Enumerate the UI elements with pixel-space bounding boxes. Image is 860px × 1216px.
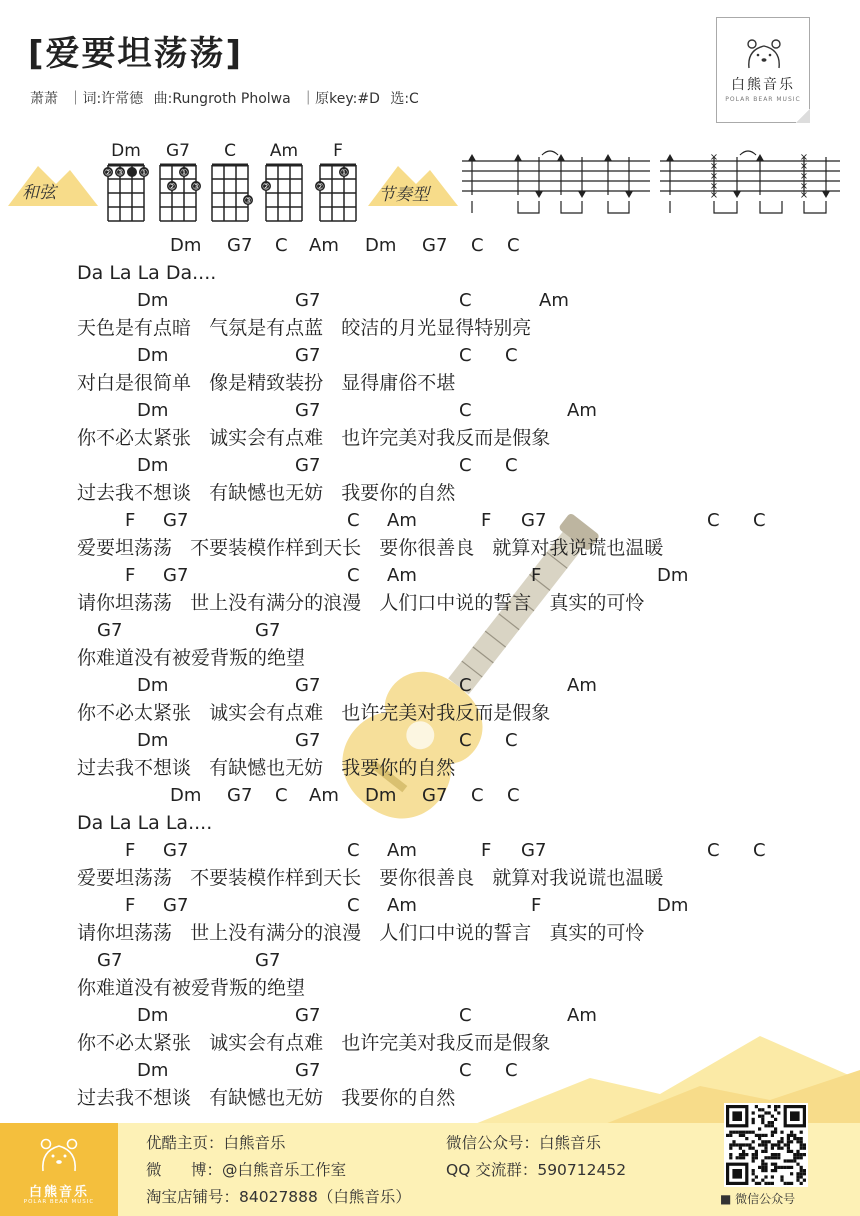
chord-symbol: Am xyxy=(567,1005,597,1026)
chord-line xyxy=(77,562,817,590)
chord-line xyxy=(77,782,817,810)
chord-name: C xyxy=(224,141,236,161)
svg-text:×: × xyxy=(709,171,719,182)
polar-bear-icon xyxy=(39,1137,79,1173)
chord-line xyxy=(77,617,817,645)
chord-symbol: F xyxy=(125,510,136,531)
chord-symbol: Dm xyxy=(170,785,202,806)
lyric-line: 你难道没有被爱背叛的绝望 xyxy=(77,646,306,669)
chord-symbol: G7 xyxy=(163,895,189,916)
chord-symbol: Am xyxy=(567,400,597,421)
chord-symbol: C xyxy=(505,455,518,476)
footer-brand xyxy=(0,1123,118,1216)
chord-symbol: G7 xyxy=(163,565,189,586)
chord-symbol: C xyxy=(505,345,518,366)
lyric-line: 请你坦荡荡 世上没有满分的浪漫 人们口中说的誓言 真实的可怜 xyxy=(77,921,645,944)
lyric-line: 你难道没有被爱背叛的绝望 xyxy=(77,976,306,999)
svg-text:②: ② xyxy=(167,182,177,193)
chord-symbol: Am xyxy=(387,840,417,861)
qr-caption: ■ 微信公众号 xyxy=(720,1192,796,1206)
chord-symbol: Dm xyxy=(137,730,169,751)
chord-symbol: C xyxy=(459,675,472,696)
chord-symbol: F xyxy=(125,840,136,861)
chord-symbol: G7 xyxy=(295,730,321,751)
svg-text:×: × xyxy=(709,152,719,163)
brand-logo xyxy=(716,17,810,123)
chord-symbol: Dm xyxy=(365,235,397,256)
chord-symbol: C xyxy=(471,235,484,256)
song-title: [爱要坦荡荡] xyxy=(28,34,244,74)
chord-symbol: C xyxy=(507,785,520,806)
svg-text:③: ③ xyxy=(243,196,253,207)
chord-symbol: G7 xyxy=(295,675,321,696)
lyric-sheet xyxy=(77,232,817,1112)
chord-line xyxy=(77,1002,817,1030)
chord-line xyxy=(77,342,817,370)
chord-symbol: Am xyxy=(539,290,569,311)
lyric-line: 过去我不想谈 有缺憾也无妨 我要你的自然 xyxy=(77,481,456,504)
chord-symbol: F xyxy=(481,510,492,531)
lyric-line: 你不必太紧张 诚实会有点难 也许完美对我反而是假象 xyxy=(77,701,551,724)
brand-name: 白熊音乐 xyxy=(731,77,795,93)
chord-symbol: F xyxy=(125,895,136,916)
chord-symbol: G7 xyxy=(163,510,189,531)
svg-text:×: × xyxy=(799,161,809,172)
chord-symbol: G7 xyxy=(295,400,321,421)
svg-text:②: ② xyxy=(103,168,113,179)
chord-symbol: C xyxy=(347,510,360,531)
chord-symbol: F xyxy=(481,840,492,861)
polar-bear-icon xyxy=(745,38,783,70)
chord-symbol: C xyxy=(471,785,484,806)
chord-symbol: C xyxy=(459,730,472,751)
qr-code-icon xyxy=(726,1105,806,1185)
lyric-line: 爱要坦荡荡 不要装模作样到天长 要你很善良 就算对我说谎也温暖 xyxy=(77,536,664,559)
song-meta xyxy=(30,88,425,108)
lyric-line: 请你坦荡荡 世上没有满分的浪漫 人们口中说的誓言 真实的可怜 xyxy=(77,591,645,614)
composer: 曲:Rungroth Pholwa xyxy=(153,91,291,107)
chord-symbol: Am xyxy=(387,565,417,586)
footer-brand-name: 白熊音乐 xyxy=(28,1185,89,1200)
chord-diagram-f xyxy=(315,141,358,227)
chord-line xyxy=(77,672,817,700)
svg-text:×: × xyxy=(799,152,809,163)
chord-grid xyxy=(210,163,253,223)
chord-symbol: G7 xyxy=(521,510,547,531)
lyric-line: 你不必太紧张 诚实会有点难 也许完美对我反而是假象 xyxy=(77,1031,551,1054)
svg-text:①: ① xyxy=(339,168,349,179)
chord-diagram-c xyxy=(210,141,253,227)
chord-symbol: C xyxy=(459,290,472,311)
qq-group: QQ 交流群：590712452 xyxy=(446,1161,627,1179)
chord-symbol: Dm xyxy=(137,1060,169,1081)
weibo-account: 微 博：@白熊音乐工作室 xyxy=(146,1161,347,1179)
svg-text:②: ② xyxy=(315,182,325,193)
singer: 萧萧 xyxy=(30,91,58,107)
chord-symbol: G7 xyxy=(422,785,448,806)
chord-symbol: G7 xyxy=(295,455,321,476)
chord-symbol: Dm xyxy=(137,675,169,696)
chord-symbol: G7 xyxy=(163,840,189,861)
chord-symbol: F xyxy=(125,565,136,586)
chord-symbol: F xyxy=(531,895,542,916)
chord-symbol: G7 xyxy=(521,840,547,861)
chord-name: Dm xyxy=(111,141,141,161)
wechat-qr-code[interactable] xyxy=(724,1103,808,1187)
chord-symbol: C xyxy=(459,1005,472,1026)
chord-symbol: Dm xyxy=(137,290,169,311)
svg-text:②: ② xyxy=(261,182,271,193)
lyric-line: 爱要坦荡荡 不要装模作样到天长 要你很善良 就算对我说谎也温暖 xyxy=(77,866,664,889)
chord-name: G7 xyxy=(166,141,190,161)
taobao-shop: 淘宝店铺号：84027888（白熊音乐） xyxy=(146,1188,411,1206)
chord-symbol: C xyxy=(275,785,288,806)
chord-diagram-dm xyxy=(103,141,149,227)
chord-line xyxy=(77,452,817,480)
chord-symbol: G7 xyxy=(97,620,123,641)
svg-text:×: × xyxy=(709,161,719,172)
strum-pattern-2 xyxy=(660,151,840,221)
lyric-line: 对白是很简单 像是精致装扮 显得庸俗不堪 xyxy=(77,371,456,394)
chord-symbol: C xyxy=(459,455,472,476)
chord-symbol: C xyxy=(459,345,472,366)
strum-pattern-1 xyxy=(462,151,650,221)
svg-text:③: ③ xyxy=(115,168,125,179)
chord-line xyxy=(77,727,817,755)
chord-symbol: Dm xyxy=(137,1005,169,1026)
lyric-line: 过去我不想谈 有缺憾也无妨 我要你的自然 xyxy=(77,756,456,779)
chord-symbol: G7 xyxy=(227,785,253,806)
chord-symbol: Am xyxy=(387,895,417,916)
chord-symbol: G7 xyxy=(255,620,281,641)
chord-symbol: G7 xyxy=(227,235,253,256)
chord-symbol: C xyxy=(505,730,518,751)
svg-text:×: × xyxy=(799,190,809,201)
chord-name: F xyxy=(333,141,343,161)
chord-grid xyxy=(261,163,304,223)
chord-symbol: C xyxy=(347,895,360,916)
chord-symbol: C xyxy=(707,510,720,531)
chord-symbol: G7 xyxy=(97,950,123,971)
chord-symbol: Am xyxy=(387,510,417,531)
svg-text:①: ① xyxy=(179,168,189,179)
chord-symbol: Dm xyxy=(137,455,169,476)
page-fold xyxy=(796,109,810,123)
chord-name: Am xyxy=(269,141,299,161)
original-key: ｜原key:#D xyxy=(301,91,380,107)
chord-symbol: C xyxy=(347,565,360,586)
chord-line xyxy=(77,397,817,425)
rhythm-section-label: 节奏型 xyxy=(378,185,429,205)
chord-symbol: C xyxy=(275,235,288,256)
chord-line xyxy=(77,232,817,260)
finger-dot xyxy=(127,167,137,177)
brand-subtitle: POLAR BEAR MUSIC xyxy=(725,96,801,103)
chord-symbol: G7 xyxy=(255,950,281,971)
wechat-account: 微信公众号：白熊音乐 xyxy=(446,1134,602,1152)
lyricist: ｜词:许常德 xyxy=(68,91,144,107)
chord-symbol: C xyxy=(753,510,766,531)
chord-symbol: C xyxy=(459,400,472,421)
lyric-line: 你不必太紧张 诚实会有点难 也许完美对我反而是假象 xyxy=(77,426,551,449)
chord-symbol: C xyxy=(459,1060,472,1081)
chord-grid xyxy=(103,163,149,223)
youku-homepage: 优酷主页：白熊音乐 xyxy=(146,1134,286,1152)
chord-symbol: G7 xyxy=(295,290,321,311)
chord-symbol: C xyxy=(347,840,360,861)
chord-symbol: C xyxy=(707,840,720,861)
chord-symbol: G7 xyxy=(295,345,321,366)
chord-grid xyxy=(158,163,201,223)
chord-symbol: F xyxy=(531,565,542,586)
chord-line xyxy=(77,507,817,535)
svg-text:①: ① xyxy=(139,168,149,179)
chord-symbol: G7 xyxy=(422,235,448,256)
chord-line xyxy=(77,837,817,865)
chord-diagram-g7 xyxy=(158,141,201,227)
chord-line xyxy=(77,892,817,920)
chord-symbol: Am xyxy=(567,675,597,696)
footer-brand-subtitle: POLAR BEAR MUSIC xyxy=(23,1199,95,1205)
chord-symbol: Dm xyxy=(137,345,169,366)
chord-symbol: G7 xyxy=(295,1005,321,1026)
chord-symbol: C xyxy=(753,840,766,861)
chosen-key: 选:C xyxy=(390,91,419,107)
chord-symbol: Dm xyxy=(365,785,397,806)
chord-symbol: C xyxy=(505,1060,518,1081)
chord-symbol: G7 xyxy=(295,1060,321,1081)
svg-text:③: ③ xyxy=(191,182,201,193)
lyric-line: Da La La La.... xyxy=(77,811,213,834)
chord-line xyxy=(77,947,817,975)
svg-text:×: × xyxy=(709,190,719,201)
chord-symbol: C xyxy=(507,235,520,256)
svg-text:×: × xyxy=(709,181,719,192)
chord-diagram-am xyxy=(261,141,304,227)
chord-section-label: 和弦 xyxy=(22,183,56,203)
chord-symbol: Dm xyxy=(137,400,169,421)
svg-text:×: × xyxy=(799,171,809,182)
chord-symbol: Dm xyxy=(657,565,689,586)
lyric-line: 过去我不想谈 有缺憾也无妨 我要你的自然 xyxy=(77,1086,456,1109)
chord-symbol: Dm xyxy=(170,235,202,256)
svg-text:×: × xyxy=(799,181,809,192)
chord-grid xyxy=(315,163,358,223)
chord-symbol: Am xyxy=(309,785,339,806)
chord-symbol: Dm xyxy=(657,895,689,916)
lyric-line: Da La La Da.... xyxy=(77,261,217,284)
chord-symbol: Am xyxy=(309,235,339,256)
lyric-line: 天色是有点暗 气氛是有点蓝 皎洁的月光显得特别亮 xyxy=(77,316,532,339)
chord-line xyxy=(77,287,817,315)
